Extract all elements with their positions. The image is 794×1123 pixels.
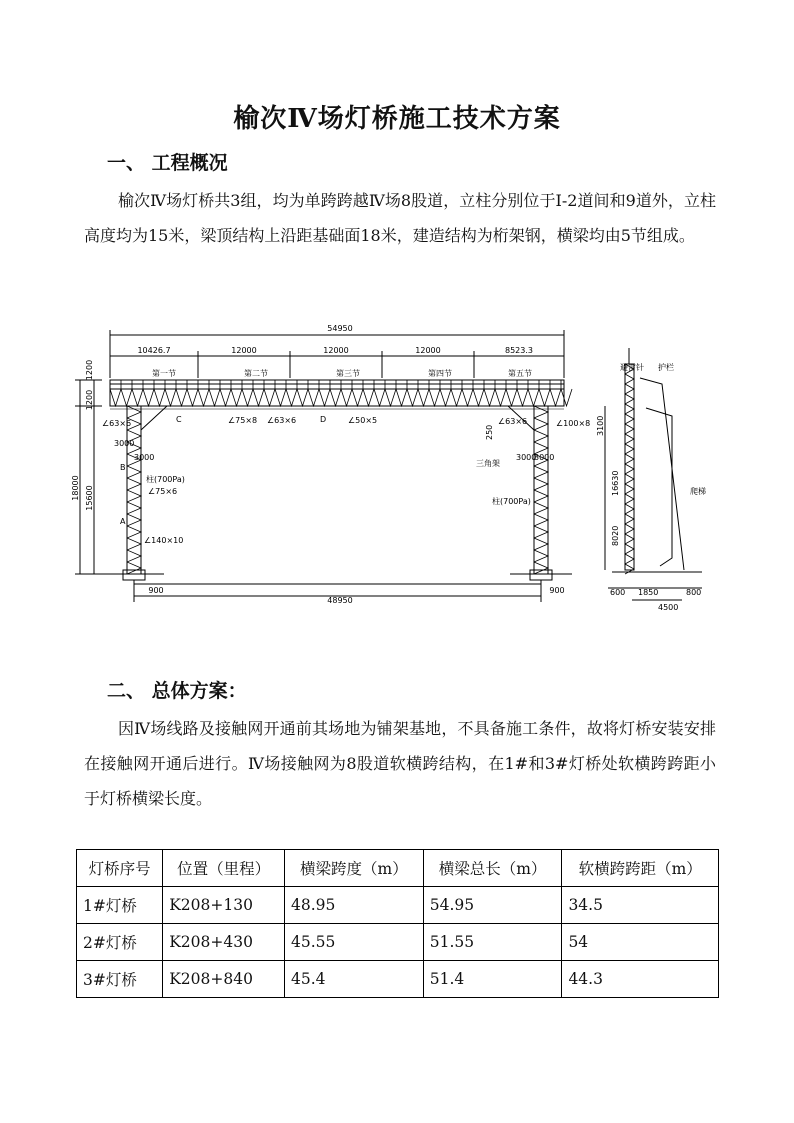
dim-height-col: 15600 [85,485,94,511]
plan-paragraph: 因Ⅳ场线路及接触网开通前其场地为铺架基地，不具备施工条件，故将灯桥安装安排在接触网开通后进行。Ⅳ场接触网为8股道软横跨结构，在1#和3#灯桥处软横跨跨距小于灯桥横梁长度。 [84,719,716,808]
member-label-9: 250 [485,424,494,440]
table-cell: 2#灯桥 [77,924,163,961]
side-label-railing: 护栏 [658,363,674,372]
table-cell: 45.55 [285,924,424,961]
dim-small-3: 3000 [516,453,537,462]
table-cell: 51.55 [423,924,562,961]
member-label-4: ∠63×6 [102,419,132,428]
table-cell: K208+130 [163,887,285,924]
side-bottom-1: 600 [610,588,626,597]
member-label-5: ∠100×8 [556,419,591,428]
side-bottom-4: 4500 [658,603,679,612]
member-label-1: ∠75×8 [228,416,258,425]
dim-seg-2: 12000 [231,346,257,355]
member-label-7: ∠75×6 [148,487,178,496]
panel-label-2: 第二节 [244,369,268,378]
table-cell: 54.95 [423,887,562,924]
panel-label-5: 第五节 [508,369,532,378]
dim-height-total: 18000 [71,475,80,501]
side-bottom-3: 800 [686,588,702,597]
dim-left-offset: 900 [148,586,164,595]
table-cell: 44.3 [562,961,719,998]
dim-total-top: 54950 [327,324,353,333]
table-row [77,887,719,924]
panel-label-3: 第三节 [336,369,360,378]
table-cell: 51.4 [423,961,562,998]
dim-seg-5: 8523.3 [505,346,533,355]
table-header-cell: 横梁总长（m） [423,850,562,887]
table-header-cell: 横梁跨度（m） [285,850,424,887]
dim-small-1: 3000 [114,439,135,448]
note-left-column: 柱(700Pa) [146,475,185,484]
overview-paragraph: 榆次Ⅳ场灯桥共3组，均为单跨跨越Ⅳ场8股道，立柱分别位于Ⅰ-2道间和9道外，立柱高度均为15米，梁顶结构上沿距基础面18米，建造结构为桁架钢，横梁均由5节组成。 [84,191,716,245]
side-label-lightning: 避雷针 [620,363,644,372]
table-cell: K208+840 [163,961,285,998]
side-label-ladder: 爬梯 [690,487,706,496]
section-mark-a: A [120,517,126,526]
dim-total-bottom: 48950 [327,596,353,605]
side-height-1: 16630 [611,470,620,496]
dim-small-4: 3000 [534,453,555,462]
table-cell: 48.95 [285,887,424,924]
section-heading-overview: 一、 工程概况 [107,152,228,174]
dim-seg-3: 12000 [323,346,349,355]
page-title: 榆次Ⅳ场灯桥施工技术方案 [233,104,561,134]
section-mark-c: C [176,415,182,424]
table-cell: 3#灯桥 [77,961,163,998]
table-header-cell: 位置（里程） [163,850,285,887]
lamp-bridge-drawing [72,318,722,618]
dim-seg-4: 12000 [415,346,441,355]
member-label-8: ∠140×10 [144,536,184,545]
table-header-cell: 软横跨跨距（m） [562,850,719,887]
table-cell: 54 [562,924,719,961]
member-label-6: ∠63×6 [498,417,528,426]
panel-label-4: 第四节 [428,369,452,378]
section-mark-d: D [320,415,327,424]
table-row [77,961,719,998]
member-label-2: ∠63×6 [267,416,297,425]
dim-small-5: 3100 [596,415,605,436]
note-triangle-frame: 三角架 [476,459,500,468]
panel-label-1: 第一节 [152,369,176,378]
table-cell: 1#灯桥 [77,887,163,924]
dim-small-2: 3000 [134,453,155,462]
section-mark-b: B [120,463,126,472]
dim-beam-height-2: 1200 [85,389,94,411]
note-right-column: 柱(700Pa) [492,497,531,506]
dim-beam-height-1: 1200 [85,359,94,381]
side-bottom-2: 1850 [638,588,659,597]
lamp-bridge-table [76,849,719,998]
table-header-row [77,850,719,887]
table-cell: K208+430 [163,924,285,961]
side-height-2: 8020 [611,525,620,546]
table-row [77,924,719,961]
table-cell: 45.4 [285,961,424,998]
section-heading-plan: 二、 总体方案： [107,680,247,702]
dim-right-offset: 900 [549,586,565,595]
member-label-3: ∠50×5 [348,416,378,425]
table-cell: 34.5 [562,887,719,924]
dim-seg-1: 10426.7 [137,346,171,355]
table-header-cell: 灯桥序号 [77,850,163,887]
